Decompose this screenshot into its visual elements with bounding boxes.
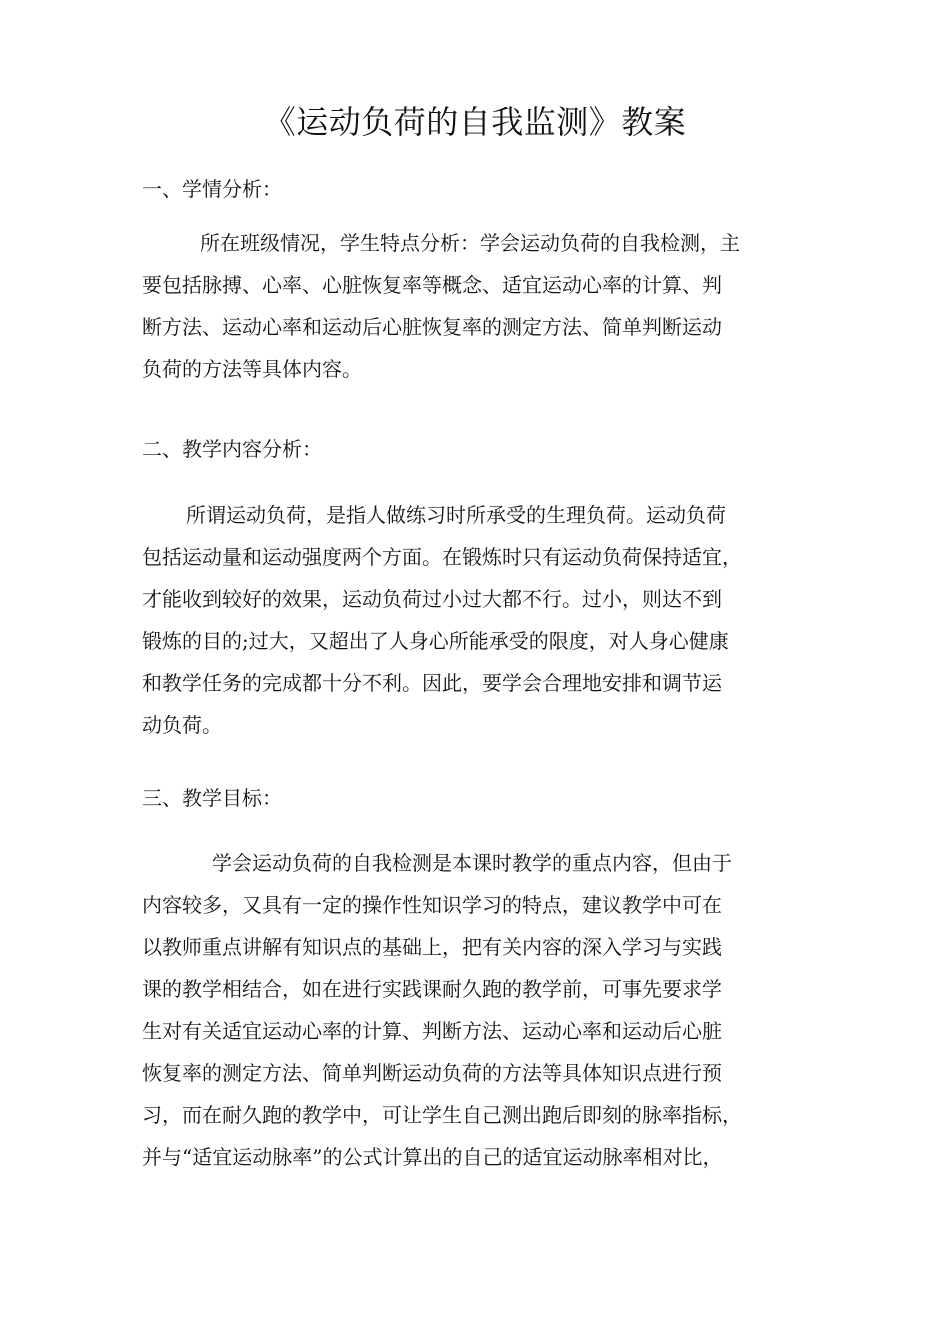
paragraph-line: 包括运动量和运动强度两个方面。在锻炼时只有运动负荷保持适宜， bbox=[142, 545, 742, 569]
paragraph-line: 才能收到较好的效果，运动负荷过小过大都不行。过小，则达不到 bbox=[142, 587, 722, 611]
section-heading-2: 二、教学内容分析： bbox=[142, 437, 322, 461]
section-heading-1: 一、学情分析： bbox=[142, 177, 282, 201]
document-title: 《运动负荷的自我监测》教案 bbox=[263, 103, 687, 141]
paragraph-line: 学会运动负荷的自我检测是本课时教学的重点内容，但由于 bbox=[212, 851, 732, 875]
section-paragraph-1 bbox=[142, 222, 826, 390]
section-paragraph-2 bbox=[142, 494, 826, 746]
paragraph-line: 内容较多，又具有一定的操作性知识学习的特点，建议教学中可在 bbox=[142, 893, 722, 917]
paragraph-line: 要包括脉搏、心率、心脏恢复率等概念、适宜运动心率的计算、判 bbox=[142, 273, 722, 297]
paragraph-line: 动负荷。 bbox=[142, 713, 222, 737]
paragraph-line: 所谓运动负荷，是指人做练习时所承受的生理负荷。运动负荷 bbox=[186, 503, 726, 527]
paragraph-line: 习，而在耐久跑的教学中，可让学生自己测出跑后即刻的脉率指标， bbox=[142, 1103, 742, 1127]
paragraph-line: 课的教学相结合，如在进行实践课耐久跑的教学前，可事先要求学 bbox=[142, 977, 722, 1001]
paragraph-line: 锻炼的目的;过大，又超出了人身心所能承受的限度，对人身心健康 bbox=[142, 629, 729, 653]
paragraph-line: 生对有关适宜运动心率的计算、判断方法、运动心率和运动后心脏 bbox=[142, 1019, 722, 1043]
paragraph-line: 负荷的方法等具体内容。 bbox=[142, 357, 362, 381]
paragraph-line: 并与“适宜运动脉率”的公式计算出的自己的适宜运动脉率相对比， bbox=[142, 1145, 723, 1169]
paragraph-line: 和教学任务的完成都十分不利。因此，要学会合理地安排和调节运 bbox=[142, 671, 722, 695]
paragraph-line: 以教师重点讲解有知识点的基础上，把有关内容的深入学习与实践 bbox=[142, 935, 722, 959]
paragraph-line: 恢复率的测定方法、简单判断运动负荷的方法等具体知识点进行预 bbox=[142, 1061, 722, 1085]
section-paragraph-3 bbox=[142, 842, 826, 1178]
paragraph-line: 断方法、运动心率和运动后心脏恢复率的测定方法、简单判断运动 bbox=[142, 315, 722, 339]
section-heading-3: 三、教学目标： bbox=[142, 786, 282, 810]
paragraph-line: 所在班级情况，学生特点分析：学会运动负荷的自我检测，主 bbox=[200, 231, 740, 255]
